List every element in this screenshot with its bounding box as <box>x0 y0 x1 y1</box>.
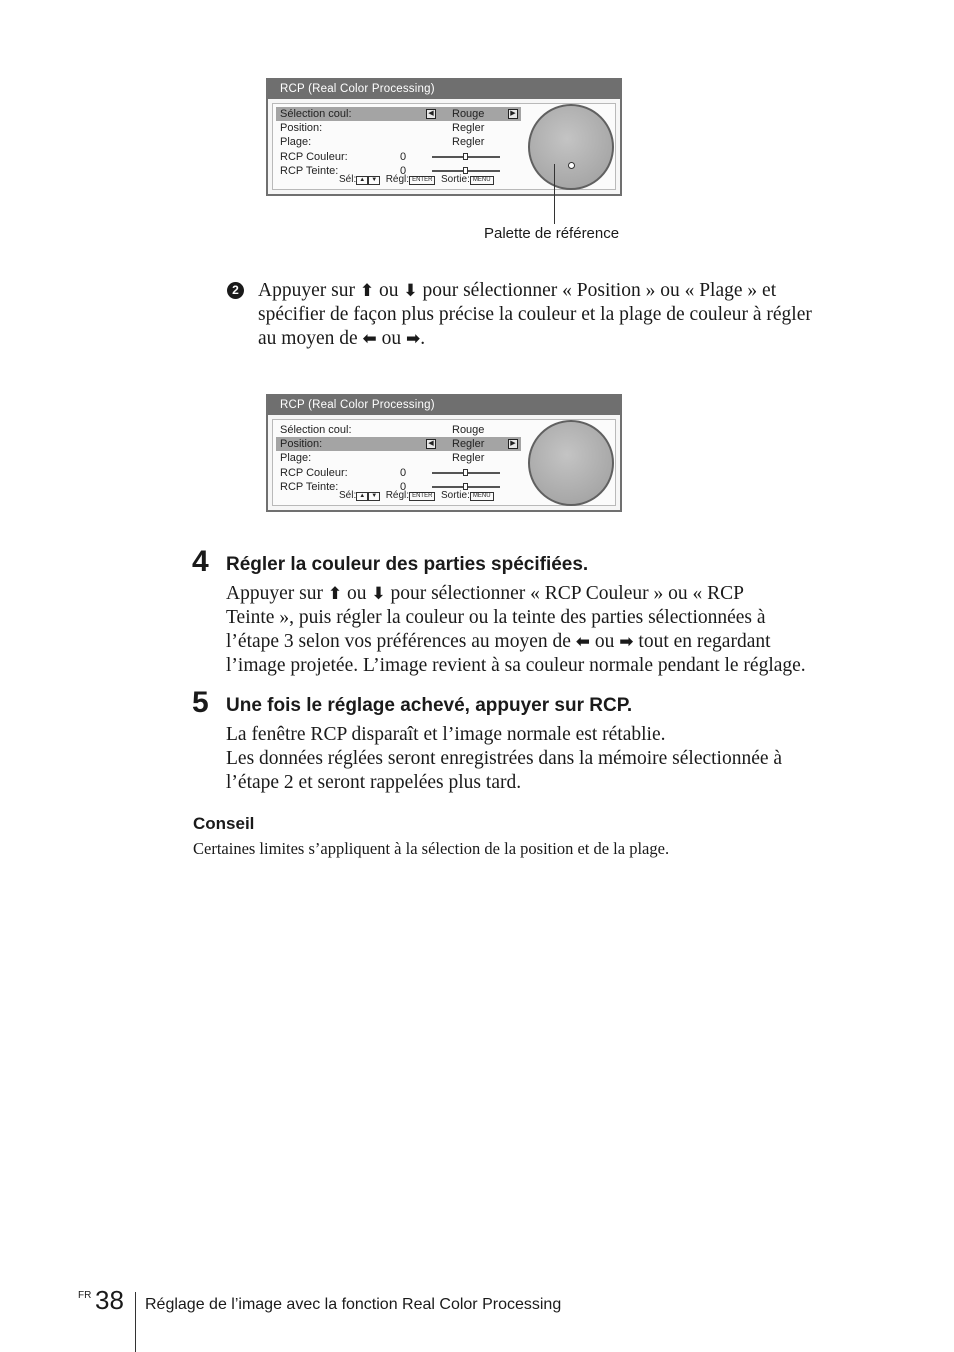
reference-palette <box>528 104 614 190</box>
text: ou <box>346 583 367 604</box>
rcp-menu-1 <box>266 78 622 196</box>
row-number: 0 <box>400 165 407 177</box>
slider-track <box>432 156 500 158</box>
menu-row-selection-couleur <box>276 107 521 121</box>
row-label: RCP Teinte: <box>280 481 339 493</box>
footer-sel-label: Sél: <box>339 174 357 185</box>
step-number-4: 4 <box>192 545 209 578</box>
step5-heading: Une fois le réglage achevé, appuyer sur RCP. <box>226 695 633 716</box>
menu-key-icon: MENU <box>470 492 494 501</box>
footer-divider <box>135 1292 136 1352</box>
text: ou <box>594 631 615 652</box>
step4-line-1 <box>226 582 744 606</box>
row-label: Position: <box>280 438 323 450</box>
arrow-down-icon: ▼ <box>368 176 380 185</box>
text: ou <box>378 280 399 301</box>
text: pour sélectionner « Position » ou « Plage » et <box>422 280 777 301</box>
footer-sortie-label: Sortie: <box>440 174 470 185</box>
menu-footer <box>339 490 494 502</box>
row-number: 0 <box>400 151 407 163</box>
callout-line <box>554 164 555 224</box>
row-label: RCP Couleur: <box>280 467 348 479</box>
text: l’étape 3 selon vos préférences au moyen de <box>226 631 571 652</box>
enter-key-icon: ENTER <box>409 176 435 185</box>
rcp-menu-title: RCP (Real Color Processing) <box>268 80 620 99</box>
arrow-down-icon: ⬇ <box>371 584 386 604</box>
menu-footer <box>339 174 494 186</box>
text: Appuyer sur <box>226 583 323 604</box>
slider-knob <box>463 167 468 174</box>
menu-row-selection-couleur <box>276 423 521 437</box>
step2-line-2: spécifier de façon plus précise la couleur et la plage de couleur à régler <box>258 304 812 325</box>
reference-palette <box>528 420 614 506</box>
row-label: Plage: <box>280 136 312 148</box>
row-label: Sélection coul: <box>280 424 352 436</box>
menu-row-position <box>276 437 521 451</box>
row-label: Position: <box>280 122 323 134</box>
arrow-up-icon: ⬆ <box>359 281 375 301</box>
footer-regl-label: Régl: <box>385 490 410 501</box>
text: ou <box>381 328 402 349</box>
callout-label: Palette de référence <box>484 225 620 242</box>
rcp-menu-title: RCP (Real Color Processing) <box>268 396 620 415</box>
arrow-right-icon: ▶ <box>508 109 518 119</box>
row-label: Plage: <box>280 452 312 464</box>
arrow-left-icon: ◀ <box>426 439 436 449</box>
row-label: RCP Couleur: <box>280 151 348 163</box>
row-value: Rouge <box>452 108 485 120</box>
menu-row-position <box>276 121 521 135</box>
menu-row-plage <box>276 135 521 149</box>
slider-knob <box>463 153 468 160</box>
text: tout en regardant <box>638 631 771 652</box>
arrow-up-icon: ▲ <box>356 176 368 185</box>
arrow-up-icon: ⬆ <box>327 584 343 604</box>
rcp-menu-2 <box>266 394 622 512</box>
row-value: Regler <box>452 438 485 450</box>
arrow-up-icon: ▲ <box>356 492 368 501</box>
step4-line-3 <box>226 630 771 654</box>
menu-row-plage <box>276 451 521 465</box>
palette-dot <box>568 162 575 169</box>
slider-knob <box>463 469 468 476</box>
footer-regl-label: Régl: <box>385 174 410 185</box>
slider-track <box>432 486 500 488</box>
text: Appuyer sur <box>258 280 355 301</box>
slider-track <box>432 472 500 474</box>
menu-key-icon: MENU <box>470 176 494 185</box>
footer-lang: FR <box>78 1290 92 1301</box>
arrow-right-icon: ➡ <box>406 329 421 349</box>
arrow-left-icon: ⬅ <box>575 632 591 652</box>
arrow-right-icon: ➡ <box>619 632 634 652</box>
tip-heading: Conseil <box>193 814 255 833</box>
arrow-right-icon: ▶ <box>508 439 518 449</box>
menu-row-rcp-couleur <box>276 466 521 480</box>
step2-line-3 <box>258 327 425 351</box>
text: pour sélectionner « RCP Couleur » ou « RCP <box>390 583 744 604</box>
row-label: RCP Teinte: <box>280 165 339 177</box>
text: . <box>420 328 426 349</box>
row-label: Sélection coul: <box>280 108 352 120</box>
step-number-5: 5 <box>192 686 209 719</box>
text: au moyen de <box>258 328 358 349</box>
step4-line-2: Teinte », puis régler la couleur ou la teinte des parties sélectionnées à <box>226 607 766 628</box>
page-number: 38 <box>95 1285 124 1315</box>
step2-line-1 <box>258 279 776 303</box>
row-value: Regler <box>452 452 485 464</box>
row-value: Regler <box>452 122 485 134</box>
tip-text: Certaines limites s’appliquent à la sélection de la position et de la plage. <box>193 839 670 858</box>
row-number: 0 <box>400 481 407 493</box>
row-value: Regler <box>452 136 485 148</box>
enter-key-icon: ENTER <box>409 492 435 501</box>
step5-line-1: La fenêtre RCP disparaît et l’image normale est rétablie. <box>226 724 666 745</box>
step4-line-4: l’image projetée. L’image revient à sa couleur normale pendant le réglage. <box>226 655 806 676</box>
menu-row-rcp-couleur <box>276 150 521 164</box>
footer-sel-label: Sél: <box>339 490 357 501</box>
arrow-down-icon: ⬇ <box>403 281 418 301</box>
footer-sortie-label: Sortie: <box>440 490 470 501</box>
arrow-down-icon: ▼ <box>368 492 380 501</box>
step5-line-3: l’étape 2 et seront rappelées plus tard. <box>226 772 522 793</box>
step4-heading: Régler la couleur des parties spécifiées. <box>226 554 589 575</box>
footer-section-title: Réglage de l’image avec la fonction Real Color Processing <box>145 1296 562 1313</box>
slider-track <box>432 170 500 172</box>
arrow-left-icon: ⬅ <box>362 329 377 349</box>
step-marker-2: 2 <box>227 282 244 299</box>
step5-line-2: Les données réglées seront enregistrées dans la mémoire sélectionnée à <box>226 748 783 769</box>
row-value: Rouge <box>452 424 485 436</box>
slider-knob <box>463 483 468 490</box>
row-number: 0 <box>400 467 407 479</box>
arrow-left-icon: ◀ <box>426 109 436 119</box>
